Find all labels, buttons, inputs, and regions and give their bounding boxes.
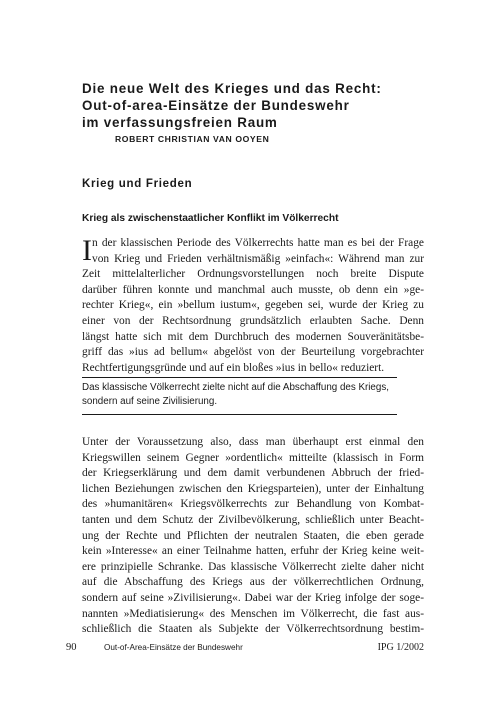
section-title: Krieg und Frieden xyxy=(82,178,193,190)
pullquote-rule-bottom xyxy=(82,414,397,415)
article-title-line: Die neue Welt des Krieges und das Recht: xyxy=(82,81,382,96)
running-title: Out-of-Area-Einsätze der Bundeswehr xyxy=(104,643,243,652)
text-line: Rechtfertigungsgründe und auf ein bloßes »ius in bello« reduziert. xyxy=(82,361,385,374)
page-number: 90 xyxy=(66,642,77,653)
page-footer xyxy=(0,642,504,656)
article-author: ROBERT CHRISTIAN VAN OOYEN xyxy=(115,134,270,144)
text-line: Unter der Voraussetzung also, dass man überhaupt erst einmal den xyxy=(82,436,424,448)
text-line: von Krieg und Frieden verhältnismäßig »einfach«: Während man zur xyxy=(92,252,424,265)
text-line: darüber führen konnte und manchmal auch musste, ob denn ein »ge- xyxy=(82,283,424,296)
text-line: sondern auf seine »Zivilisierung«. Dabei war der Krieg infolge der soge- xyxy=(82,591,424,604)
text-line: n der klassischen Periode des Völkerrechts hatte man es bei der Frage xyxy=(92,237,424,249)
pullquote-line: sondern auf seine Zivilisierung. xyxy=(82,396,218,407)
pullquote-rule-top xyxy=(82,377,397,378)
text-line: schließlich die Staaten als Subjekte der Völkerrechtsordnung bestim- xyxy=(82,623,424,636)
text-line: tanten und dem Schutz der Zivilbevölkerung, schließlich unter Beacht- xyxy=(82,513,424,526)
text-line: kein »Interesse« an einer Teilnahme hatten, erfuhr der Krieg keine weit- xyxy=(82,545,424,558)
text-line: ung der Rechte und Pflichten der neutralen Staaten, die eben gerade xyxy=(82,529,424,542)
article-title xyxy=(82,80,422,131)
journal-issue: IPG 1/2002 xyxy=(377,642,424,653)
text-line: des »humanitären« Kriegsvölkerrechts zur Behandlung von Kombat- xyxy=(82,498,424,511)
text-line: rechter Krieg«, ein »bellum iustum«, gegeben sei, wurde der Krieg zu xyxy=(82,299,424,312)
text-line: Zeit mittelalterlicher Ordnungsvorstellungen noch breite Dispute xyxy=(82,268,424,281)
body-paragraph-1 xyxy=(82,236,424,376)
text-line: Kriegswillen seinem Gegner »ordentlich« mitteilte (klassisch in Form xyxy=(82,451,424,464)
text-line: der Kriegserklärung und dem damit verbundenen Abbruch der fried- xyxy=(82,467,424,480)
article-title-line: im verfassungsfreien Raum xyxy=(82,115,278,130)
text-line: nannten »Mediatisierung« des Menschen im Völkerrecht, die fast aus- xyxy=(82,607,424,620)
pullquote-line: Das klassische Völkerrecht zielte nicht auf die Abschaffung des Kriegs, xyxy=(82,382,389,393)
text-line: auf die Abschaffung des Kriegs aus der völkerrechtlichen Ordnung, xyxy=(82,576,424,589)
text-line: längst hatte sich mit dem Durchbruch des modernen Souveränitätsbe- xyxy=(82,330,424,343)
pullquote xyxy=(82,381,402,409)
subsection-title: Krieg als zwischenstaatlicher Konflikt im Völkerrecht xyxy=(82,213,339,224)
text-line: lichen Beziehungen zwischen den Kriegsparteien), unter der Einhaltung xyxy=(82,482,424,495)
body-paragraph-2 xyxy=(82,435,424,638)
article-title-line: Out-of-area-Einsätze der Bundeswehr xyxy=(82,98,350,113)
text-line: ere prinzipielle Schranke. Das klassische Völkerrecht zielte daher nicht xyxy=(82,560,424,573)
text-line: griff das »ius ad bellum« abgelöst von der Beurteilung vorgebrachter xyxy=(82,346,424,359)
text-line: einer von der Rechtsordnung grundsätzlich erlaubten Sache. Denn xyxy=(82,314,424,327)
drop-cap: I xyxy=(82,234,92,267)
